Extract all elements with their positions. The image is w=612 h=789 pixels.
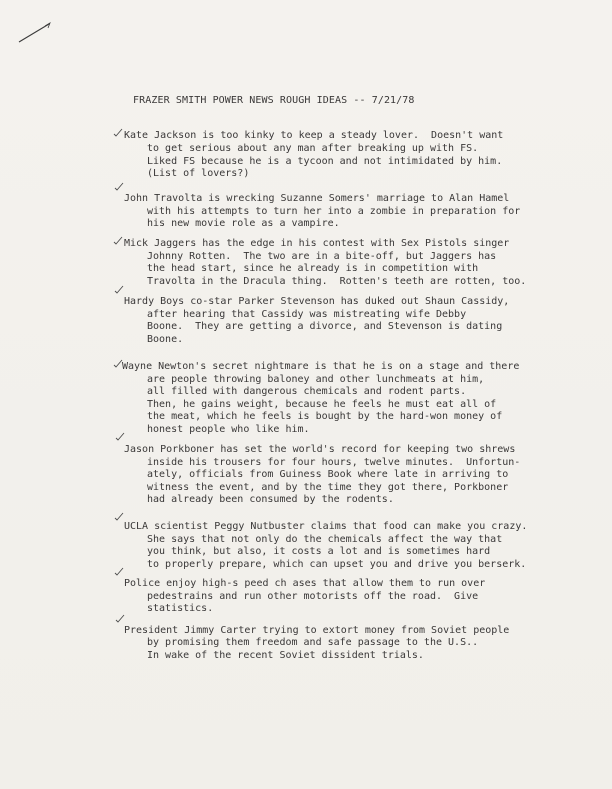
item-line: the head start, since he already is in competition with [147, 263, 479, 274]
checkmark-icon [114, 567, 124, 577]
page-title: FRAZER SMITH POWER NEWS ROUGH IDEAS -- 7/21/78 [133, 95, 415, 106]
item-line: inside his trousers for four hours, twelve minutes. Unfortun- [147, 457, 521, 468]
pen-mark-icon [16, 20, 52, 46]
item-line: President Jimmy Carter trying to extort money from Soviet people [124, 625, 510, 636]
item-line: to get serious about any man after breaking up with FS. [147, 143, 479, 154]
checkmark-icon [113, 128, 123, 138]
item-line: to properly prepare, which can upset you and drive you berserk. [147, 559, 527, 570]
item-line: John Travolta is wrecking Suzanne Somers' marriage to Alan Hamel [124, 193, 510, 204]
item-line: Wayne Newton's secret nightmare is that he is on a stage and there [122, 361, 520, 372]
checkmark-icon [115, 614, 125, 624]
checkmark-icon [114, 512, 124, 522]
checkmark-icon [113, 236, 123, 246]
item-line: She says that not only do the chemicals affect the way that [147, 534, 503, 545]
item-line: statistics. [147, 603, 214, 614]
item-line: Mick Jaggers has the edge in his contest with Sex Pistols singer [124, 238, 510, 249]
item-line: Jason Porkboner has set the world's record for keeping two shrews [124, 444, 516, 455]
item-line: pedestrains and run other motorists off the road. Give [147, 591, 479, 602]
item-line: had already been consumed by the rodents. [147, 494, 394, 505]
checkmark-icon [114, 285, 124, 295]
item-line: by promising them freedom and safe passage to the U.S.. [147, 637, 479, 648]
item-line: Johnny Rotten. The two are in a bite-off, but Jaggers has [147, 251, 497, 262]
item-line: ately, officials from Guiness Book where late in arriving to [147, 469, 509, 480]
item-line: after hearing that Cassidy was mistreating wife Debby [147, 309, 467, 320]
item-line: are people throwing baloney and other lunchmeats at him, [147, 374, 485, 385]
checkmark-icon [114, 182, 124, 192]
item-line: Hardy Boys co-star Parker Stevenson has duked out Shaun Cassidy, [124, 296, 510, 307]
item-line: In wake of the recent Soviet dissident trials. [147, 650, 424, 661]
item-line: the meat, which he feels is bought by the hard-won money of [147, 411, 503, 422]
item-line: you think, but also, it costs a lot and is sometimes hard [147, 546, 491, 557]
item-line: honest people who like him. [147, 424, 310, 435]
item-line: all filled with dangerous chemicals and rodent parts. [147, 386, 467, 397]
item-line: (List of lovers?) [147, 168, 250, 179]
item-line: Liked FS because he is a tycoon and not intimidated by him. [147, 156, 503, 167]
item-line: his new movie role as a vampire. [147, 218, 340, 229]
item-line: Kate Jackson is too kinky to keep a steady lover. Doesn't want [124, 130, 504, 141]
item-line: UCLA scientist Peggy Nutbuster claims that food can make you crazy. [124, 521, 528, 532]
item-line: witness the event, and by the time they got there, Porkboner [147, 482, 509, 493]
checkmark-icon [115, 432, 125, 442]
item-line: Travolta in the Dracula thing. Rotten's teeth are rotten, too. [147, 276, 527, 287]
item-line: Police enjoy high-s peed ch ases that allow them to run over [124, 578, 486, 589]
item-line: Boone. They are getting a divorce, and Stevenson is dating [147, 321, 503, 332]
item-line: Boone. [147, 334, 184, 345]
item-line: with his attempts to turn her into a zombie in preparation for [147, 206, 521, 217]
item-line: Then, he gains weight, because he feels he must eat all of [147, 399, 497, 410]
